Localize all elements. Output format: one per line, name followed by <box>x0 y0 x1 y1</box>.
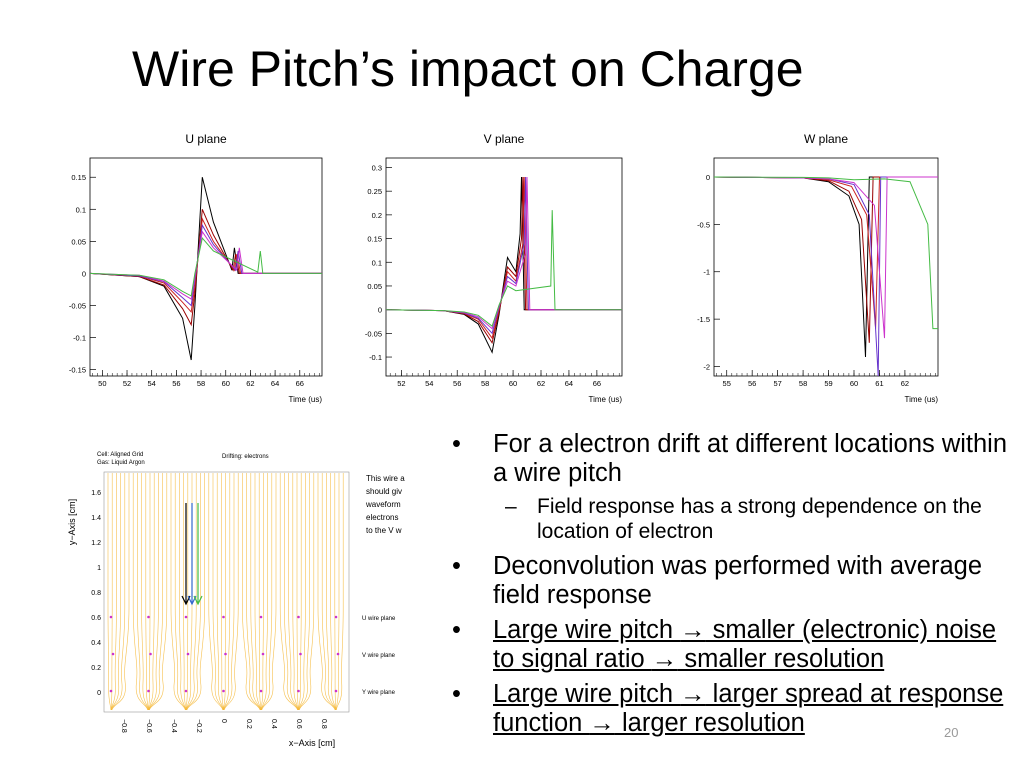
x-axis-label: Time (us) <box>288 395 322 404</box>
arrow-icon: → <box>589 709 615 737</box>
x-tick-label: 50 <box>98 379 107 388</box>
wire-dot <box>222 616 225 619</box>
wire-dot <box>224 653 227 656</box>
y-tick-label: -0.1 <box>369 353 382 363</box>
chart-svg <box>680 128 952 410</box>
sim-x-tick-label: 0.4 <box>270 719 277 729</box>
bullet-text: For a electron drift at different locations within a wire pitch <box>493 430 1008 487</box>
x-tick-label: 54 <box>425 379 434 388</box>
x-tick-label: 61 <box>875 379 884 388</box>
x-tick-label: 62 <box>900 379 910 388</box>
y-tick-label: 0.1 <box>371 258 382 268</box>
sim-y-tick-label: 0.4 <box>91 640 101 647</box>
sim-drift-label: Drifting: electrons <box>222 454 269 460</box>
y-tick-label: -0.15 <box>68 365 86 375</box>
wire-dot <box>147 616 150 619</box>
x-tick-label: 64 <box>564 379 574 388</box>
u-plane-plot <box>56 128 336 410</box>
sim-note-line-2: should giv <box>366 487 403 496</box>
sim-y-tick-label: 0.6 <box>91 615 101 622</box>
wire-dot <box>185 616 188 619</box>
sim-x-tick-label: 0 <box>220 719 227 723</box>
sim-x-tick-label: 0.8 <box>320 719 327 729</box>
bullet-item <box>452 552 1017 610</box>
wire-dot <box>149 653 152 656</box>
y-tick-label: 0.3 <box>371 163 382 173</box>
arrow-icon: → <box>680 616 706 644</box>
x-tick-label: 66 <box>592 379 602 388</box>
sim-y-tick-label: 1.2 <box>91 540 101 547</box>
x-tick-label: 60 <box>508 379 518 388</box>
x-tick-label: 54 <box>147 379 156 388</box>
y-tick-label: -1 <box>703 267 710 277</box>
sim-frame <box>104 472 349 712</box>
bullet-dot: • <box>452 616 461 644</box>
wire-dot <box>337 653 340 656</box>
y-tick-label: 0.15 <box>71 173 86 183</box>
y-tick-label: -0.05 <box>364 329 382 339</box>
x-tick-label: 58 <box>798 379 808 388</box>
bullet-item <box>452 616 1017 674</box>
sim-cell-label: Cell: Aligned Grid <box>97 452 144 458</box>
wire-dot <box>147 690 150 693</box>
y-tick-label: 0.1 <box>75 205 86 215</box>
sim-plane-label-u: U wire plane <box>362 616 396 622</box>
bullet-list <box>452 430 1017 744</box>
bullet-dot: • <box>452 552 461 580</box>
sim-y-tick-label: 1 <box>97 565 101 572</box>
sim-note-line-3: waveform <box>366 500 401 509</box>
sim-x-tick-label: 0.6 <box>295 719 302 729</box>
x-tick-label: 58 <box>196 379 206 388</box>
wire-dot <box>335 616 338 619</box>
x-tick-label: 64 <box>270 379 280 388</box>
bullet-text-underlined: Large wire pitch → larger spread at response function → larger resolution <box>493 680 1004 737</box>
chart-title: U plane <box>185 132 227 146</box>
y-tick-label: 0.25 <box>367 187 382 197</box>
x-tick-label: 58 <box>480 379 490 388</box>
sim-gas-label: Gas: Liquid Argon <box>97 460 145 466</box>
arrow-icon: → <box>680 680 706 708</box>
y-tick-label: 0 <box>81 269 86 279</box>
chart-title: W plane <box>803 132 849 146</box>
y-tick-label: 0.2 <box>371 210 382 220</box>
x-tick-label: 60 <box>221 379 230 388</box>
wire-dot <box>299 653 302 656</box>
sim-y-tick-label: 1.6 <box>91 490 101 497</box>
sim-x-ticks <box>120 719 327 733</box>
y-tick-label: 0.15 <box>367 234 382 244</box>
slide-number: 20 <box>944 725 959 740</box>
x-tick-label: 56 <box>748 379 757 388</box>
field-line-simulation <box>64 437 405 755</box>
bullet-dot: • <box>452 430 461 458</box>
wire-dot <box>187 653 190 656</box>
wire-dot <box>185 690 188 693</box>
x-tick-label: 60 <box>849 379 859 388</box>
y-tick-label: 0 <box>705 172 710 182</box>
y-tick-label: 0.05 <box>367 281 382 291</box>
sim-x-axis-label: x−Axis [cm] <box>288 738 336 748</box>
slide-title: Wire Pitch’s impact on Charge <box>132 41 804 97</box>
sim-x-tick-label: −0.8 <box>120 719 127 733</box>
x-tick-label: 62 <box>536 379 546 388</box>
bullet-dot: • <box>452 680 461 708</box>
y-tick-label: 0.05 <box>71 237 86 247</box>
wire-dot <box>110 616 113 619</box>
bullet-text-underlined: Large wire pitch → smaller (electronic) noise to signal ratio → smaller resolution <box>493 616 997 673</box>
chart-svg <box>56 128 336 410</box>
sim-x-tick-label: −0.6 <box>145 719 152 733</box>
wire-dot <box>222 690 225 693</box>
w-plane-plot <box>680 128 952 410</box>
y-tick-label: -0.5 <box>697 220 710 230</box>
chart-svg <box>352 128 636 410</box>
x-tick-label: 57 <box>773 379 782 388</box>
x-tick-label: 56 <box>172 379 181 388</box>
arrow-icon: → <box>651 645 678 673</box>
sub-bullet-item <box>452 494 1017 544</box>
sim-y-tick-label: 0 <box>97 690 101 697</box>
sim-x-tick-label: 0.2 <box>245 719 252 729</box>
sim-y-tick-label: 0.2 <box>91 665 101 672</box>
bullet-item <box>452 680 1017 738</box>
x-tick-label: 52 <box>397 379 406 388</box>
y-tick-label: 0 <box>377 305 382 315</box>
bullet-item <box>452 430 1017 488</box>
y-tick-label: -2 <box>703 362 710 372</box>
wire-dot <box>110 690 113 693</box>
sim-y-ticks <box>91 490 101 697</box>
sim-x-tick-label: −0.4 <box>170 719 177 733</box>
y-tick-label: -1.5 <box>697 315 710 325</box>
sim-plane-label-v: V wire plane <box>362 653 396 659</box>
x-tick-label: 59 <box>824 379 833 388</box>
wire-dot <box>112 653 115 656</box>
sim-y-tick-label: 1.4 <box>91 515 101 522</box>
sim-note-line-4: electrons <box>366 513 399 522</box>
wire-dot <box>297 690 300 693</box>
sim-plane-label-y: Y wire plane <box>362 690 395 696</box>
x-tick-label: 56 <box>453 379 462 388</box>
x-tick-label: 55 <box>722 379 731 388</box>
plot-frame <box>386 158 622 376</box>
sim-y-axis-label: y−Axis [cm] <box>67 498 77 546</box>
sim-note-line-1: This wire a <box>366 474 405 483</box>
x-axis-label: Time (us) <box>904 395 938 404</box>
wire-dot <box>335 690 338 693</box>
y-tick-label: -0.1 <box>73 333 86 343</box>
sim-y-tick-label: 0.8 <box>91 590 101 597</box>
sim-x-tick-label: −0.2 <box>195 719 202 733</box>
x-tick-label: 52 <box>122 379 132 388</box>
x-tick-label: 66 <box>295 379 304 388</box>
sub-bullet-dash: – <box>505 495 517 518</box>
wire-dot <box>260 690 263 693</box>
wire-dot <box>260 616 263 619</box>
wire-dot <box>262 653 265 656</box>
wire-dot <box>297 616 300 619</box>
x-axis-label: Time (us) <box>588 395 622 404</box>
bullet-text: Deconvolution was performed with average field response <box>493 552 983 609</box>
sim-note-line-5: to the V w <box>366 526 402 535</box>
v-plane-plot <box>352 128 636 410</box>
y-tick-label: -0.05 <box>68 301 86 311</box>
plot-frame <box>714 158 938 376</box>
chart-title: V plane <box>483 132 525 146</box>
sub-bullet-text: Field response has a strong dependence on the location of electron <box>537 495 982 543</box>
x-tick-label: 62 <box>246 379 255 388</box>
